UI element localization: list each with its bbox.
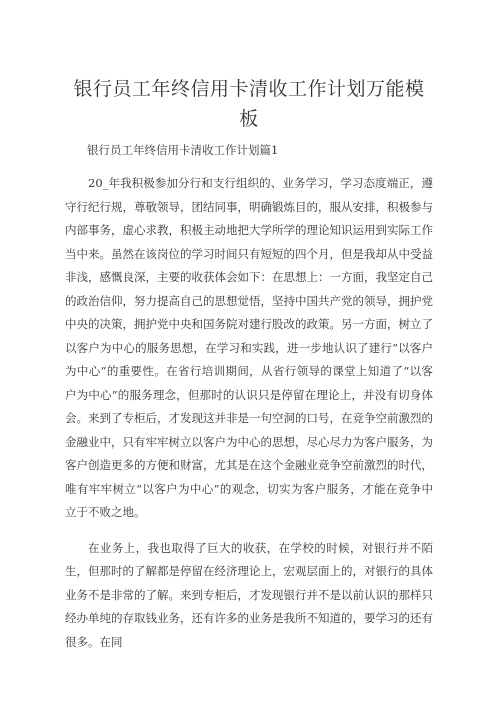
body-paragraph-2: 在业务上，我也取得了巨大的收获，在学校的时候，对银行并不陌生，但那时的了解都是停留在经济理论上，宏观层面上的，对银行的具体业务不是非常的了解。来到专柜后，才发现银行并不是以前认识的那样只经办单纯的存取钱业务，还有许多的业务是我所不知道的，要学习的还有很多。在同 (65, 540, 433, 649)
document-subtitle: 银行员工年终信用卡清收工作计划篇1 (87, 143, 279, 157)
body-paragraph-1: 20_年我积极参加分行和支行组织的、业务学习，学习态度端正，遵守行纪行规，尊敬领导，团结同事，明确锻炼目的，服从安排，积极参与内部事务，虚心求教，积极主动地把大学所学的理论知识运用到实际工作当中来。虽然在该岗位的学习时间只有短短的四个月，但是我却从中受益非浅，感慨良深，主要的收获体会如下：在思想上：一方面，我坚定自己的政治信仰，努力提高自己的思想觉悟，坚持中国共产党的领导，拥护党中央的决策，拥护党中央和国务院对建行股改的政策。另一方面，树立了以客户为中心的服务思想，在学习和实践，进一步地认识了建行“以客户为中心”的重要性。在省行培训期间，从省行领导的课堂上知道了“以客户为中心”的服务理念，但那时的认识只是停留在理论上，并没有切身体会。来到了专柜后，才发现这并非是一句空洞的口号，在竞争空前激烈的金融业中，只有牢牢树立以客户为中心的思想，尽心尽力为客户服务，为客户创造更多的方便和财富，尤其是在这个金融业竞争空前激烈的时代，唯有牢牢树立“以客户为中心”的观念，切实为客户服务，才能在竞争中立于不败之地。 (65, 176, 433, 519)
document-title: 银行员工年终信用卡清收工作计划万能模板 (73, 78, 425, 130)
